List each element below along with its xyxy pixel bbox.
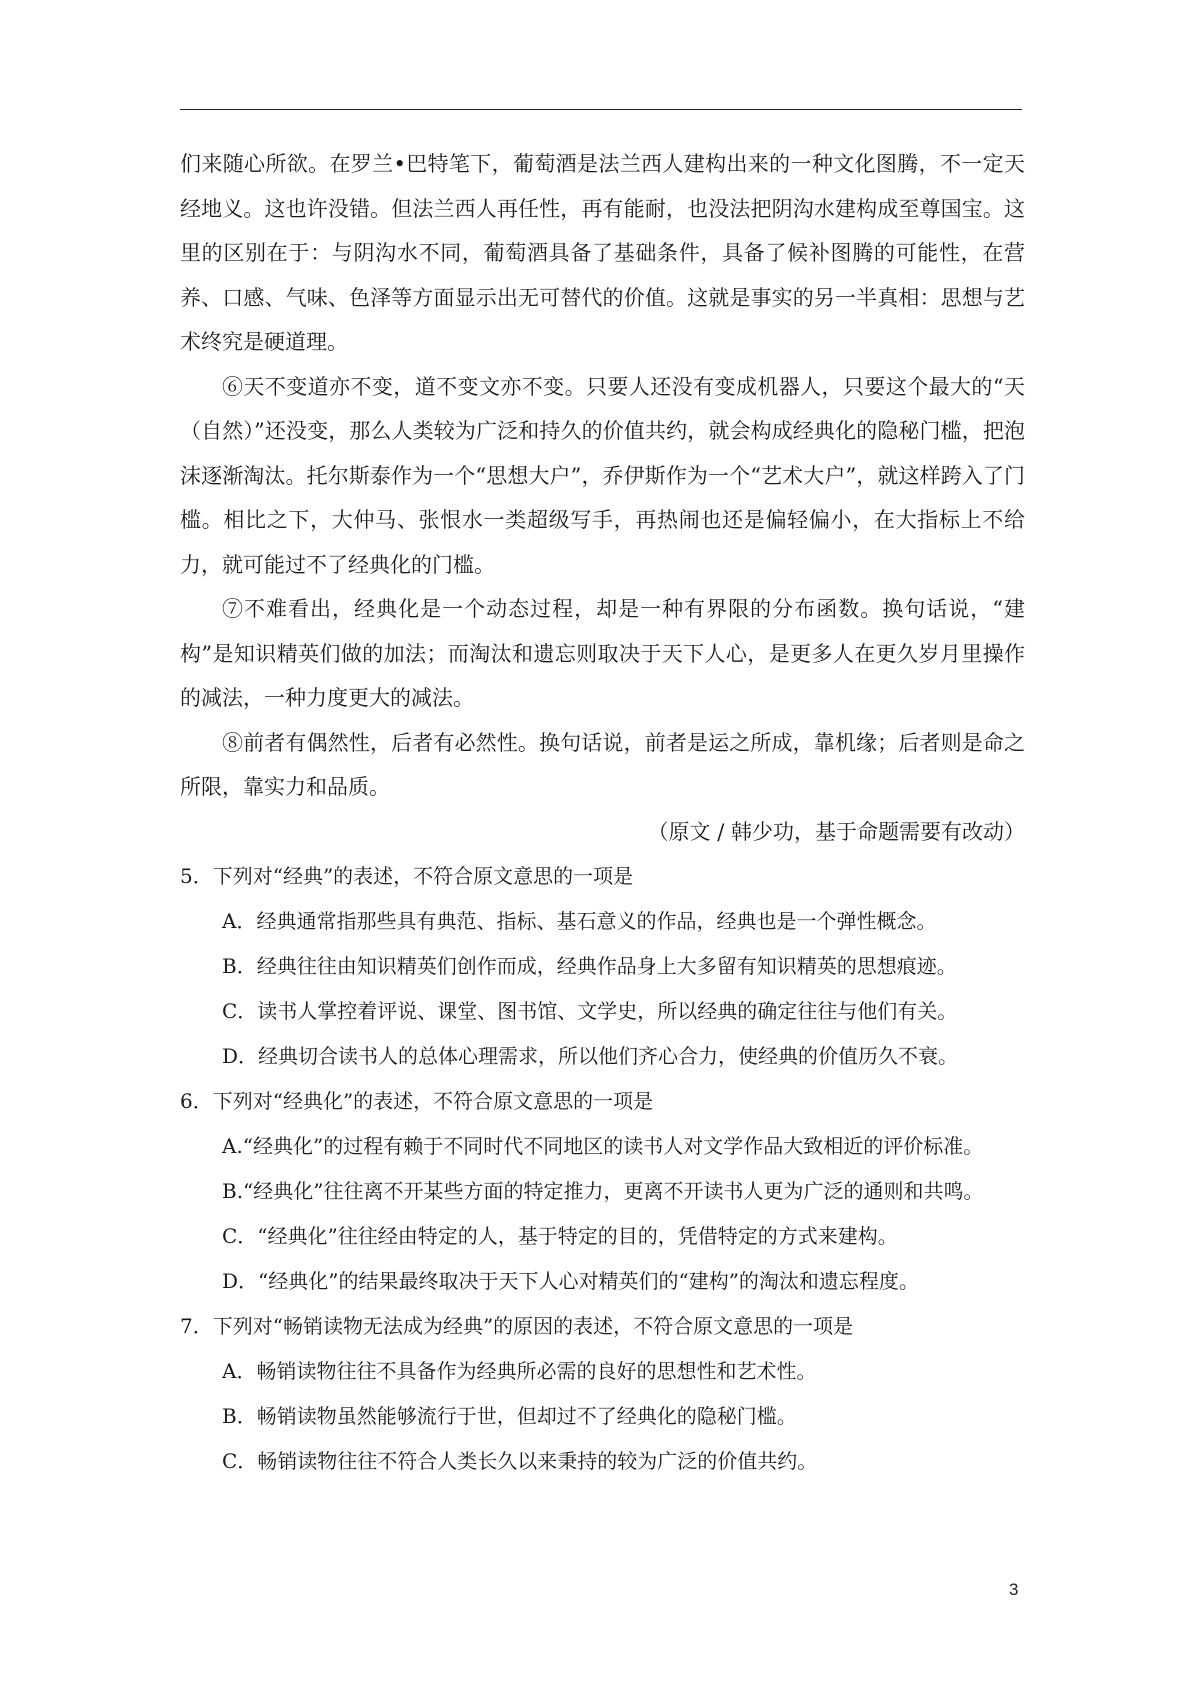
question-5 [180, 854, 1025, 1079]
option-c: C．畅销读物往往不符合人类长久以来秉持的较为广泛的价值共约。 [222, 1449, 818, 1473]
question-stem: 6．下列对“经典化”的表述，不符合原文意思的一项是 [180, 1089, 654, 1113]
option-d: D．“经典化”的结果最终取决于天下人心对精英们的“建构”的淘汰和遗忘程度。 [222, 1269, 919, 1293]
paragraph: ⑧前者有偶然性，后者有必然性。换句话说，前者是运之所成，靠机缘；后者则是命之所限，靠实力和品质。 [180, 730, 1025, 799]
paragraph: ⑦不难看出，经典化是一个动态过程，却是一种有界限的分布函数。换句话说，“建构”是知识精英们做的加法；而淘汰和遗忘则取决于天下人心，是更多人在更久岁月里操作的减法，一种力度更大的减法。 [180, 597, 1025, 710]
option-b: B．经典往往由知识精英们创作而成，经典作品身上大多留有知识精英的思想痕迹。 [222, 954, 957, 978]
source-credit: （原文 / 韩少功，基于命题需要有改动） [647, 819, 1025, 844]
option-c: C．读书人掌控着评说、课堂、图书馆、文学史，所以经典的确定往往与他们有关。 [222, 999, 958, 1023]
paragraph: 们来随心所欲。在罗兰•巴特笔下，葡萄酒是法兰西人建构出来的一种文化图腾，不一定天经地义。这也许没错。但法兰西人再任性，再有能耐，也没法把阴沟水建构成至尊国宝。这里的区别在于：与阴沟水不同，葡萄酒具备了基础条件，具备了候补图腾的可能性，在营养、口感、气味、色泽等方面显示出无可替代的价值。这就是事实的另一半真相：思想与艺术终究是硬道理。 [180, 152, 1025, 354]
option-c: C．“经典化”往往经由特定的人，基于特定的目的，凭借特定的方式来建构。 [222, 1224, 898, 1248]
header-rule [180, 109, 1022, 110]
option-a: A.“经典化”的过程有赖于不同时代不同地区的读书人对文学作品大致相近的评价标准。 [222, 1134, 984, 1158]
question-6 [180, 1079, 1025, 1304]
option-a: A．经典通常指那些具有典范、指标、基石意义的作品，经典也是一个弹性概念。 [222, 909, 937, 933]
page-number: 3 [1009, 1580, 1019, 1599]
option-b: B.“经典化”往往离不开某些方面的特定推力，更离不开读书人更为广泛的通则和共鸣。 [222, 1179, 984, 1203]
option-b: B．畅销读物虽然能够流行于世，但却过不了经典化的隐秘门槛。 [222, 1404, 797, 1428]
passage [180, 142, 1025, 854]
document-body [180, 142, 1025, 1484]
question-stem: 7．下列对“畅销读物无法成为经典”的原因的表述，不符合原文意思的一项是 [180, 1314, 854, 1338]
question-7 [180, 1304, 1025, 1484]
question-stem: 5．下列对“经典”的表述，不符合原文意思的一项是 [180, 864, 634, 888]
paragraph: ⑥天不变道亦不变，道不变文亦不变。只要人还没有变成机器人，只要这个最大的“天（自然）”还没变，那么人类较为广泛和持久的价值共约，就会构成经典化的隐秘门槛，把泡沫逐渐淘汰。托尔斯泰作为一个“思想大户”，乔伊斯作为一个“艺术大户”，就这样跨入了门槛。相比之下，大仲马、张恨水一类超级写手，再热闹也还是偏轻偏小，在大指标上不给力，就可能过不了经典化的门槛。 [180, 374, 1025, 577]
option-d: D．经典切合读书人的总体心理需求，所以他们齐心合力，使经典的价值历久不衰。 [222, 1044, 959, 1068]
option-a: A．畅销读物往往不具备作为经典所必需的良好的思想性和艺术性。 [222, 1359, 817, 1383]
